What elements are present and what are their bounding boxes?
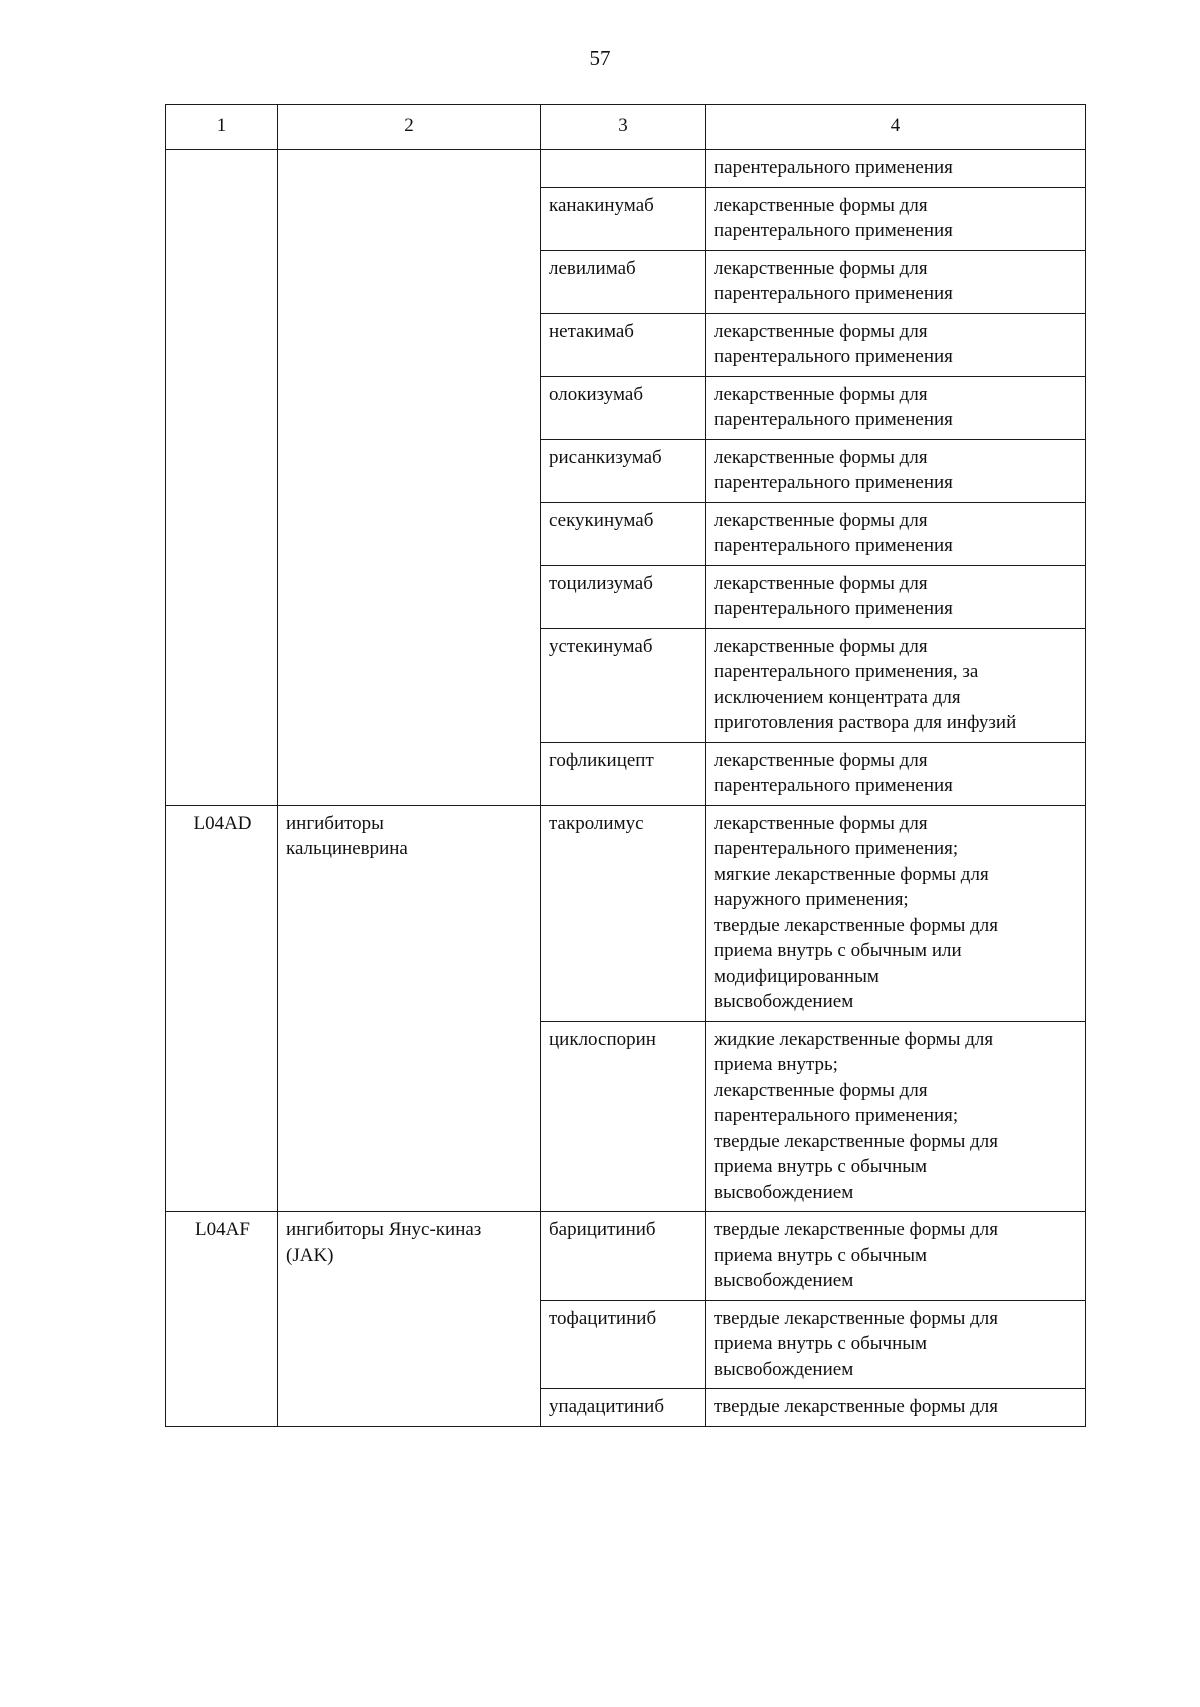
table-row (166, 805, 1086, 1021)
dosage-form-cell: лекарственные формы для парентерального применения (706, 313, 1086, 376)
drug-name-cell: такролимус (541, 805, 706, 1021)
column-number-2: 2 (278, 105, 541, 150)
page-number: 57 (589, 46, 611, 70)
dosage-form-cell: лекарственные формы для парентерального применения (706, 502, 1086, 565)
drug-name-cell: барицитиниб (541, 1212, 706, 1301)
dosage-form-cell: лекарственные формы для парентерального применения (706, 742, 1086, 805)
drug-table (165, 104, 1086, 1427)
dosage-form-cell: лекарственные формы для парентерального применения (706, 439, 1086, 502)
drug-name-cell: канакинумаб (541, 187, 706, 250)
drug-name-cell: нетакимаб (541, 313, 706, 376)
drug-name-cell: рисанкизумаб (541, 439, 706, 502)
dosage-form-cell: твердые лекарственные формы для приема внутрь с обычным высвобождением (706, 1300, 1086, 1389)
dosage-form-cell: лекарственные формы для парентерального применения; мягкие лекарственные формы для наружного применения; твердые лекарственные формы для приема внутрь с обычным или модифицированным высвобождением (706, 805, 1086, 1021)
drug-name-cell: олокизумаб (541, 376, 706, 439)
dosage-form-cell: жидкие лекарственные формы для приема внутрь; лекарственные формы для парентерального применения; твердые лекарственные формы для приема внутрь с обычным высвобождением (706, 1021, 1086, 1212)
group-name-cell: ингибиторы кальциневрина (278, 805, 541, 1212)
dosage-form-cell: лекарственные формы для парентерального применения (706, 250, 1086, 313)
dosage-form-cell: лекарственные формы для парентерального применения (706, 187, 1086, 250)
group-name-cell-empty (278, 150, 541, 806)
dosage-form-cell: лекарственные формы для парентерального применения (706, 565, 1086, 628)
column-number-row (166, 105, 1086, 150)
drug-name-cell: тофацитиниб (541, 1300, 706, 1389)
atc-code-cell: L04AD (166, 805, 278, 1212)
drug-name-cell: левилимаб (541, 250, 706, 313)
drug-name-cell: устекинумаб (541, 628, 706, 742)
drug-name-cell-empty (541, 150, 706, 188)
table-row (166, 1212, 1086, 1301)
atc-code-cell: L04AF (166, 1212, 278, 1427)
table-row (166, 150, 1086, 188)
column-number-1: 1 (166, 105, 278, 150)
drug-name-cell: тоцилизумаб (541, 565, 706, 628)
dosage-form-cell: твердые лекарственные формы для (706, 1389, 1086, 1427)
drug-name-cell: упадацитиниб (541, 1389, 706, 1427)
dosage-form-cell: лекарственные формы для парентерального применения (706, 376, 1086, 439)
atc-code-cell-empty (166, 150, 278, 806)
dosage-form-cell: парентерального применения (706, 150, 1086, 188)
group-name-cell: ингибиторы Янус-киназ (JAK) (278, 1212, 541, 1427)
dosage-form-cell: лекарственные формы для парентерального применения, за исключением концентрата для приготовления раствора для инфузий (706, 628, 1086, 742)
dosage-form-cell: твердые лекарственные формы для приема внутрь с обычным высвобождением (706, 1212, 1086, 1301)
drug-name-cell: гофликицепт (541, 742, 706, 805)
drug-name-cell: секукинумаб (541, 502, 706, 565)
column-number-3: 3 (541, 105, 706, 150)
drug-name-cell: циклоспорин (541, 1021, 706, 1212)
column-number-4: 4 (706, 105, 1086, 150)
